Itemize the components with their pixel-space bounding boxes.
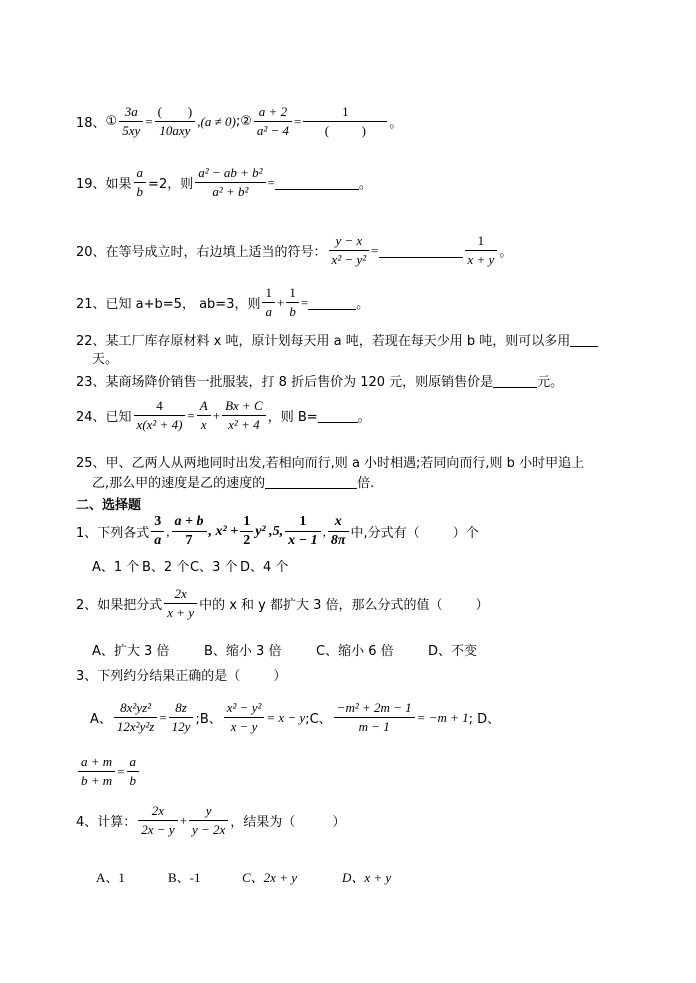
c1-fraction-2: $\frac{a + b}{7}$ xyxy=(172,514,207,549)
q18-fraction-4[interactable]: $\frac{1}{( )}$ xyxy=(303,104,387,139)
c3-option-a[interactable]: A、 xyxy=(90,712,112,727)
q18-number: 18、 xyxy=(76,116,106,131)
q22-answer-blank[interactable] xyxy=(570,333,598,347)
choice-question-4: 4、计算： $\frac{2x}{2x - y}$ + $\frac{y}{y - 2x}$ ，结果为（ ） xyxy=(76,803,346,837)
q21-fraction-1: $\frac{1}{a}$ xyxy=(262,285,275,320)
question-22-line-2: 天。 xyxy=(92,352,119,367)
choice-2-options xyxy=(92,640,477,659)
choice-3-option-d-expr: $\frac{a + m}{b + m}$ = $\frac{a}{b}$ xyxy=(76,754,141,789)
choice-3-options-row: A、 $\frac{\text{8x²yz²}}{\text{12x²y²z}}$ = $\frac{8z}{12y}$ ;B、 $\frac{\text{x² − y²}}{x - y}$ = x − y ;C、 $\frac{\text{−m² + 2m − 1}}{m - 1}$ = −m + 1 ; D、 xyxy=(90,700,501,734)
c4-option-d[interactable]: D、x + y xyxy=(342,870,392,885)
q19-fraction-1: $\frac{a}{b}$ xyxy=(134,165,147,200)
q24-fraction-3: $\frac{Bx + C}{\text{x² + 4}}$ xyxy=(222,398,266,433)
q20-answer-blank[interactable] xyxy=(379,244,463,258)
c2-option-a[interactable]: A、扩大 3 倍 xyxy=(92,644,170,659)
c1-fraction-4: $\frac{1}{x - 1}$ xyxy=(285,514,320,549)
c3-option-d[interactable]: ; D、 xyxy=(468,712,501,727)
q20-fraction-2: $\frac{1}{x + y}$ xyxy=(465,233,498,268)
choice-4-options xyxy=(96,867,391,886)
q21-answer-blank[interactable] xyxy=(308,296,356,310)
choice-question-2: 2、如果把分式 $\frac{2x}{x + y}$ 中的 x 和 y 都扩大 3 倍，那么分式的值（ ） xyxy=(76,586,489,620)
c1-fraction-1: $\frac{3}{a}$ xyxy=(151,514,164,549)
c4-option-a[interactable]: A、1 xyxy=(96,870,125,885)
q18-fraction-2[interactable]: $\frac{( )}{\text{10axy}}$ xyxy=(155,104,196,139)
q19-answer-blank[interactable] xyxy=(275,176,359,190)
c4-option-c[interactable]: C、2x + y xyxy=(242,870,297,885)
q23-answer-blank[interactable] xyxy=(493,374,537,388)
c2-fraction: $\frac{2x}{x + y}$ xyxy=(164,586,197,621)
question-19: 19、如果 $\frac{a}{b}$ =2，则 $\frac{\text{a² − ab + b²}}{\text{a² + b²}}$ = 。 xyxy=(76,165,372,199)
q24-fraction-1: $\frac{4}{\text{x(x² + 4)}}$ xyxy=(134,398,186,433)
question-24: 24、已知 $\frac{4}{\text{x(x² + 4)}}$ = $\frac{A}{x}$ + $\frac{Bx + C}{\text{x² + 4}}$ ，则 B= 。 xyxy=(76,398,371,432)
c1-option-d[interactable]: D、4 个 xyxy=(240,560,289,575)
c2-option-c[interactable]: C、缩小 6 倍 xyxy=(316,644,394,659)
question-18: 18、 ① $\frac{3a}{5xy}$ = $\frac{( )}{\text{10axy}}$ ,(a ≠ 0) ; ② $\frac{a + 2}{\text{a² − 4}}$ = $\frac{1}{( )}$ 。 xyxy=(76,104,403,138)
c4-option-b[interactable]: B、-1 xyxy=(168,870,201,885)
choice-1-options xyxy=(92,556,288,575)
c3-option-b[interactable]: ;B、 xyxy=(195,712,222,727)
c4-fraction-2: $\frac{y}{y - 2x}$ xyxy=(189,803,228,838)
q21-fraction-2: $\frac{1}{b}$ xyxy=(286,285,299,320)
q19-fraction-2: $\frac{\text{a² − ab + b²}}{\text{a² + b²}}$ xyxy=(195,165,265,200)
q18-circle-1: ① xyxy=(105,114,118,129)
c2-option-b[interactable]: B、缩小 3 倍 xyxy=(204,644,282,659)
choice-question-3: 3、下列约分结果正确的是（ ） xyxy=(76,669,287,684)
q18-fraction-1: $\frac{3a}{5xy}$ xyxy=(119,104,143,139)
c1-fraction-3: $\frac{1}{2}$ xyxy=(240,514,253,549)
q25-answer-blank[interactable] xyxy=(265,475,357,489)
c4-fraction-1: $\frac{2x}{2x - y}$ xyxy=(138,803,177,838)
c1-fraction-5: $\frac{x}{8\pi}$ xyxy=(328,514,349,549)
c2-option-d[interactable]: D、不变 xyxy=(428,644,478,659)
question-22-line-1: 22、某工厂库存原材料 x 吨，原计划每天用 a 吨，若现在每天少用 b 吨，则可以多用 xyxy=(76,330,598,349)
section-choice-heading: 二、选择题 xyxy=(76,498,142,513)
c3-option-c[interactable]: ;C、 xyxy=(305,712,332,727)
c1-option-a[interactable]: A、1 个 xyxy=(92,560,140,575)
q20-fraction-1: $\frac{y - x}{\text{x² − y²}}$ xyxy=(329,233,370,268)
question-21: 21、已知 a+b=5， ab=3，则 $\frac{1}{a}$ + $\frac{1}{b}$ = 。 xyxy=(76,285,370,319)
q24-fraction-2: $\frac{A}{x}$ xyxy=(197,398,211,433)
q24-answer-blank[interactable] xyxy=(318,409,358,423)
q18-circle-2: ② xyxy=(240,114,252,129)
question-25-line-1: 25、甲、乙两人从两地同时出发,若相向而行,则 a 小时相遇;若同向而行,则 b 小时甲追上 xyxy=(76,456,585,471)
question-25-line-2: 乙,那么甲的速度是乙的速度的 倍. xyxy=(92,476,375,491)
c1-option-b[interactable]: B、2 个 xyxy=(142,560,190,575)
c1-option-c[interactable]: C、3 个 xyxy=(190,560,238,575)
choice-question-1: 1、下列各式 $\frac{3}{a}$ , $\frac{a + b}{7}$ , x² + $\frac{1}{2}$ y² ,5, $\frac{1}{x - 1}$ , $\frac{x}{8\pi}$ 中,分式有（ ）个 xyxy=(76,514,479,548)
question-23: 23、某商场降价销售一批服装，打 8 折后售价为 120 元，则原销售价是 元。 xyxy=(76,375,564,390)
q18-condition: ,(a ≠ 0) xyxy=(197,113,236,129)
question-20: 20、在等号成立时，右边填上适当的符号： $\frac{y - x}{\text{x² − y²}}$ = $\frac{1}{x + y}$ 。 xyxy=(76,233,513,267)
q18-fraction-3: $\frac{a + 2}{\text{a² − 4}}$ xyxy=(254,104,292,139)
